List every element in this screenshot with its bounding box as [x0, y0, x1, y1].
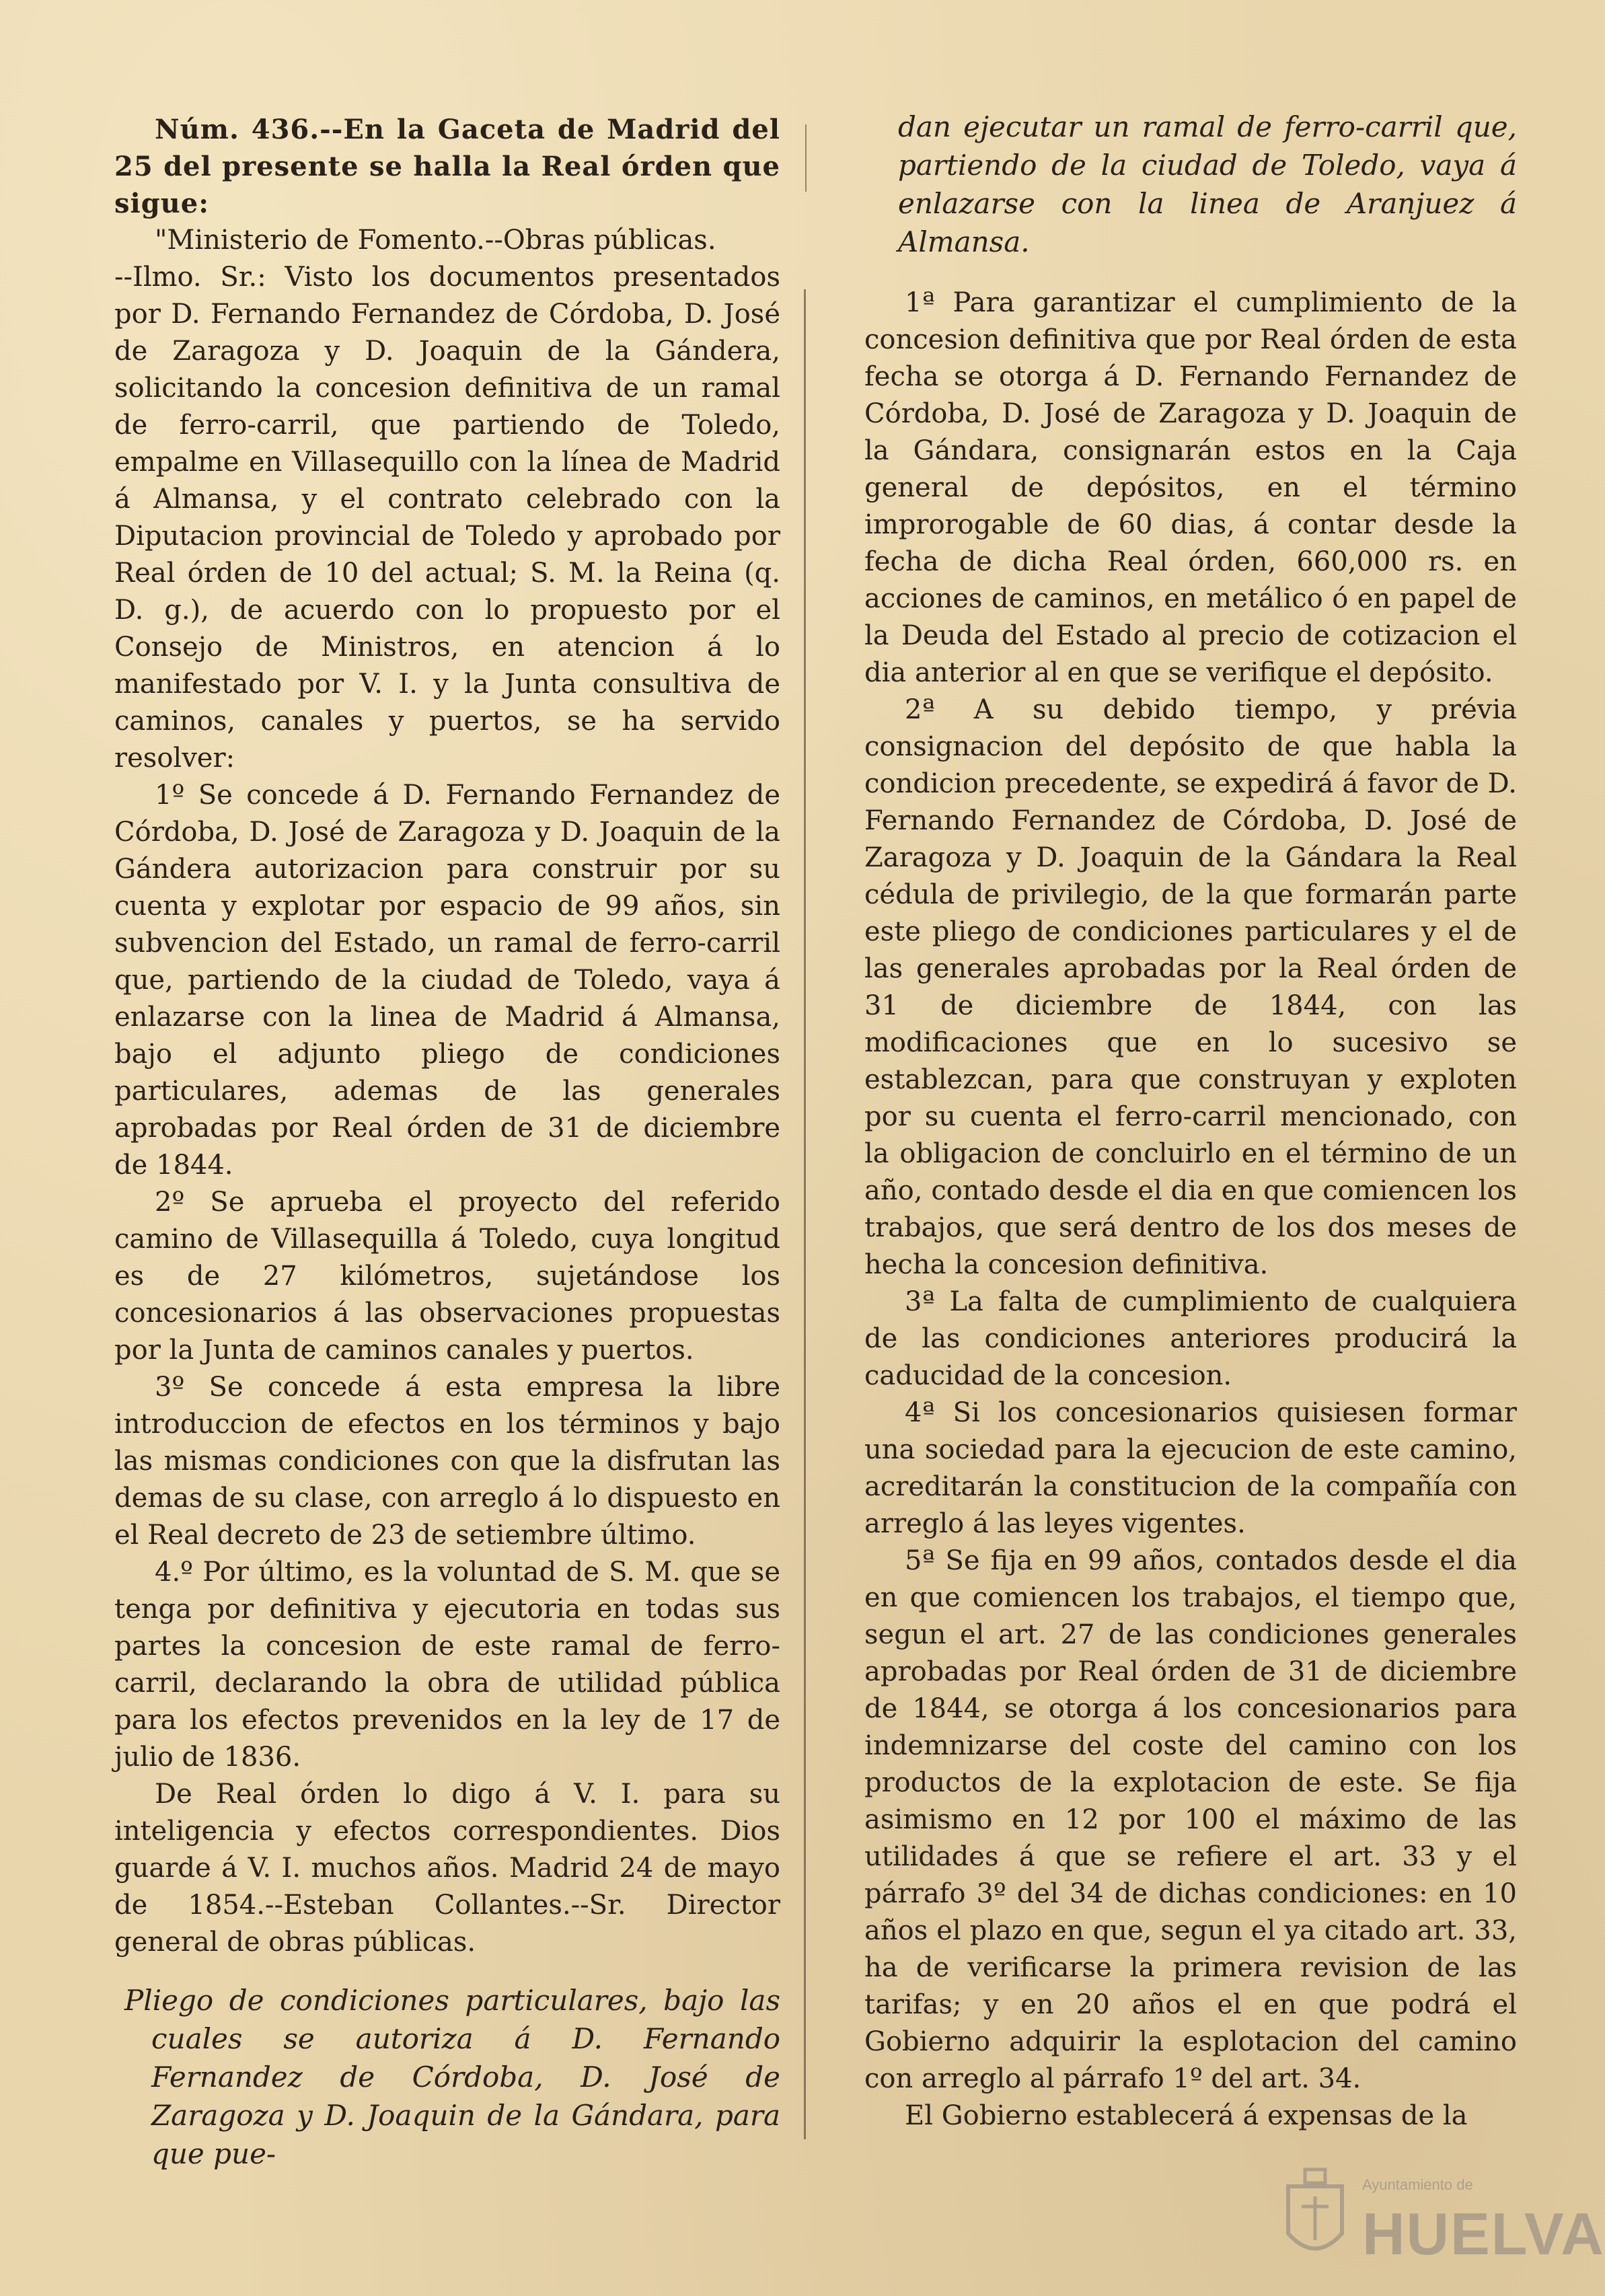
order-closing: De Real órden lo digo á V. I. para su inteligencia y efectos correspondientes. Dios guarde á V. I. muchos años. Madrid 24 de mayo de 1854.--Esteban Collantes.--Sr. Director general de obras públicas.: [114, 1779, 780, 1958]
pliego-heading: Pliego de condiciones particulares, bajo las cuales se autoriza á D. Fernando Fernandez de Córdoba, D. José de Zaragoza y D. Joaquin de la Gándara, para que pue-: [124, 1984, 780, 2170]
notice-header: Núm. 436.--En la Gaceta de Madrid del 25 del presente se halla la Real órden que sigue:: [114, 114, 780, 219]
ministry-heading: "Ministerio de Fomento.--Obras públicas.: [155, 225, 716, 256]
order-item-3: 3º Se concede á esta empresa la libre introduccion de efectos en los términos y bajo las mismas condiciones con que la disfrutan las demas de su clase, con arreglo á lo dispuesto en el Real decreto de 23 de setiembre último.: [114, 1372, 780, 1551]
condition-2: 2ª A su debido tiempo, y prévia consignacion del depósito de que habla la condicion precedente, se expedirá á favor de D. Fernando Fernandez de Córdoba, D. José de Zaragoza y D. Joaquin de la Gándara la Real cédula de privilegio, de la que formarán parte este pliego de condiciones particulares y el de las generales aprobadas por la Real órden de 31 de diciembre de 1844, con las modificaciones que en lo sucesivo se establezcan, para que construyan y exploten por su cuenta el ferro-carril mencionado, con la obligacion de concluirlo en el término de un año, contado desde el dia en que comiencen los trabajos, que será dentro de los dos meses de hecha la concesion definitiva.: [864, 694, 1517, 1280]
left-column: [114, 111, 780, 2173]
condition-4: 4ª Si los concesionarios quisiesen formar una sociedad para la ejecucion de este camino, acreditarán la constitucion de la compañía con arreglo á las leyes vigentes.: [864, 1397, 1517, 1539]
column-divider: [804, 289, 806, 2139]
order-item-2: 2º Se aprueba el proyecto del referido camino de Villasequilla á Toledo, cuya longitud es de 27 kilómetros, sujetándose los concesionarios á las observaciones propuestas por la Junta de caminos canales y puertos.: [114, 1187, 780, 1366]
pliego-heading-continued: dan ejecutar un ramal de ferro-carril que, partiendo de la ciudad de Toledo, vaya á enlazarse con la linea de Aranjuez á Almansa.: [898, 110, 1517, 258]
continuation-line: El Gobierno establecerá á expensas de la: [905, 2100, 1468, 2131]
crest-icon: [1281, 2166, 1349, 2267]
column-divider-top: [805, 124, 807, 192]
condition-3: 3ª La falta de cumplimiento de cualquiera de las condiciones anteriores producirá la caducidad de la concesion.: [864, 1286, 1517, 1391]
order-item-1: 1º Se concede á D. Fernando Fernandez de Córdoba, D. José de Zaragoza y D. Joaquin de la Gándera autorizacion para construir por su cuenta y explotar por espacio de 99 años, sin subvencion del Estado, un ramal de ferro-carril que, partiendo de la ciudad de Toledo, vaya á enlazarse con la linea de Madrid á Almansa, bajo el adjunto pliego de condiciones particulares, ademas de las generales aprobadas por Real órden de 31 de diciembre de 1844.: [114, 780, 780, 1181]
order-intro: --Ilmo. Sr.: Visto los documentos presentados por D. Fernando Fernandez de Córdoba, D. José de Zaragoza y D. Joaquin de la Gándera, solicitando la concesion definitiva de un ramal de ferro-carril, que partiendo de Toledo, empalme en Villasequillo con la línea de Madrid á Almansa, y el contrato celebrado con la Diputacion provincial de Toledo y aprobado por Real órden de 10 del actual; S. M. la Reina (q. D. g.), de acuerdo con lo propuesto por el Consejo de Ministros, en atencion á lo manifestado por V. I. y la Junta consultiva de caminos, canales y puertos, se ha servido resolver:: [114, 262, 780, 774]
order-item-4: 4.º Por último, es la voluntad de S. M. que se tenga por definitiva y ejecutoria en todas sus partes la concesion de este ramal de ferro-carril, declarando la obra de utilidad pública para los efectos prevenidos en la ley de 17 de julio de 1836.: [114, 1557, 780, 1773]
condition-1: 1ª Para garantizar el cumplimiento de la concesion definitiva que por Real órden de esta fecha se otorga á D. Fernando Fernandez de Córdoba, D. José de Zaragoza y D. Joaquin de la Gándara, consignarán estos en la Caja general de depósitos, en el término improrogable de 60 dias, á contar desde la fecha de dicha Real órden, 660,000 rs. en acciones de caminos, en metálico ó en papel de la Deuda del Estado al precio de cotizacion el dia anterior al en que se verifique el depósito.: [864, 287, 1517, 688]
condition-5: 5ª Se fija en 99 años, contados desde el dia en que comiencen los trabajos, el tiempo que, segun el art. 27 de las condiciones generales aprobadas por Real órden de 31 de diciembre de 1844, se otorga á los concesionarios para indemnizarse del coste del camino con los productos de la explotacion de este. Se fija asimismo en 12 por 100 el máximo de las utilidades á que se refiere el art. 33 y el párrafo 3º del 34 de dichas condiciones: en 10 años el plazo en que, segun el ya citado art. 33, ha de verificarse la primera revision de las tarifas; y en 20 años el en que podrá el Gobierno adquirir la esplotacion del camino con arreglo al párrafo 1º del art. 34.: [864, 1545, 1517, 2094]
archive-watermark: [1281, 2153, 1605, 2281]
watermark-word: HUELVA: [1362, 2200, 1605, 2267]
watermark-label: Ayuntamiento de: [1362, 2176, 1473, 2193]
right-column: [864, 108, 1517, 2135]
